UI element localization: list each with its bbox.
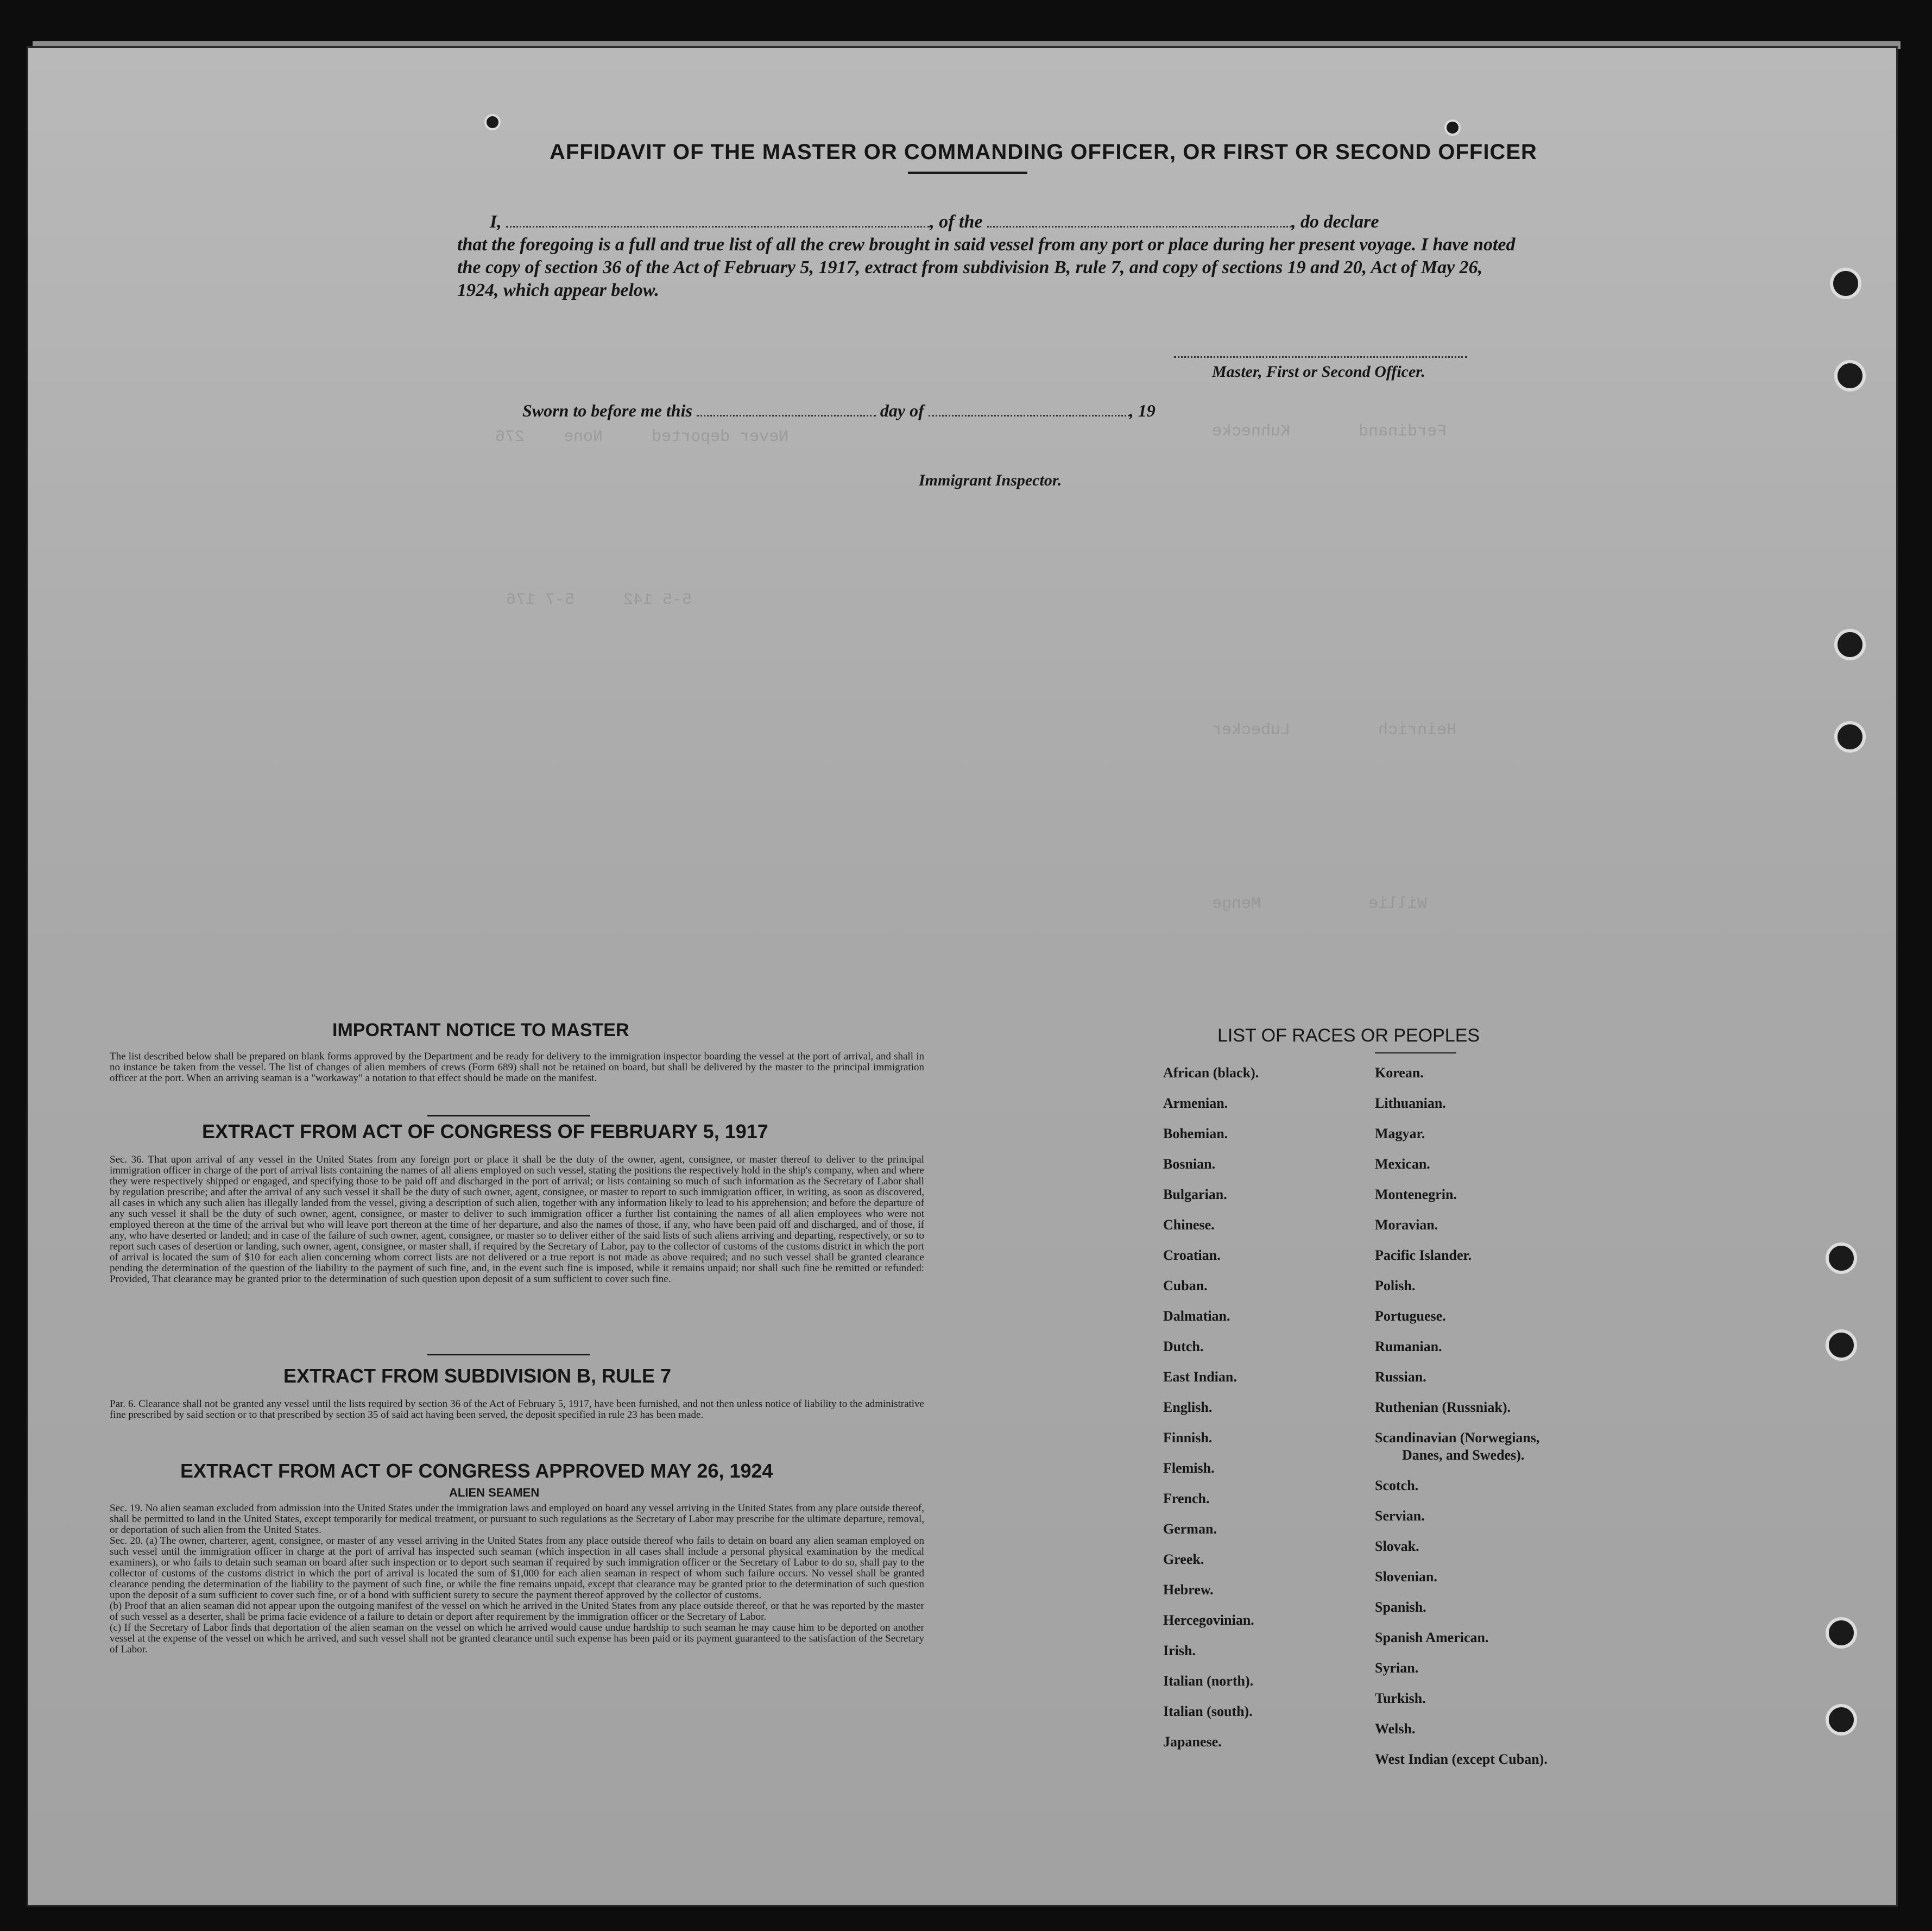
signature-line[interactable] bbox=[1174, 356, 1467, 358]
manifest-page bbox=[28, 48, 1896, 1905]
race-item: Servian. bbox=[1375, 1508, 1425, 1524]
race-item: Hercegovinian. bbox=[1163, 1612, 1254, 1628]
punch-hole-icon bbox=[484, 114, 501, 130]
notice-text: The list described below shall be prepared on blank forms approved by the Department and be ready for delivery to the immigration inspector boarding the vessel at the port of arrival, and shall in no instance be taken from the vessel. The list of changes of alien members of crews (Form 689) shall not be retained on board, but shall be delivered by the master to the principal immigration officer at the port. When an arriving seaman is a "workaway" a notation to that effect should be made on the manifest. bbox=[110, 1051, 924, 1084]
extract-1924-title: EXTRACT FROM ACT OF CONGRESS APPROVED MAY 26, 1924 bbox=[180, 1460, 773, 1482]
race-item: Bulgarian. bbox=[1163, 1187, 1227, 1202]
race-item: Bosnian. bbox=[1163, 1156, 1216, 1172]
race-item: Korean. bbox=[1375, 1065, 1424, 1081]
race-item: Dutch. bbox=[1163, 1339, 1204, 1354]
sec20c-text: (c) If the Secretary of Labor finds that deportation of the alien seaman on the vessel on which he arrived would cause undue hardship to such seaman he may cause him to be deported on another vessel at the expense of the vessel on which he arrived, and such vessel shall not be granted clearance until such expense has been paid or its payment guaranteed to the satisfaction of the Secretary of Labor. bbox=[110, 1622, 924, 1655]
race-item: Bohemian. bbox=[1163, 1126, 1228, 1141]
year-label: , 19 bbox=[1129, 401, 1156, 420]
notice-title: IMPORTANT NOTICE TO MASTER bbox=[332, 1020, 629, 1040]
affidavit-statement: that the foregoing is a full and true list of all the crew brought in said vessel from any port or place during her present voyage. I have noted the copy of section 36 of the Act of February 5, 1917, extract from subdivision B, rule 7, and copy of sections 19 and 20, Act of May 26, 1924, which appear below. bbox=[457, 235, 1516, 300]
section-rule bbox=[427, 1354, 590, 1355]
race-item: Croatian. bbox=[1163, 1247, 1221, 1263]
race-item: Slovak. bbox=[1375, 1538, 1419, 1554]
race-item: East Indian. bbox=[1163, 1369, 1237, 1385]
race-item: Dalmatian. bbox=[1163, 1308, 1230, 1324]
race-item: English. bbox=[1163, 1399, 1213, 1415]
race-item: Armenian. bbox=[1163, 1095, 1228, 1111]
sec20a-text: Sec. 20. (a) The owner, charterer, agent, consignee, or master of any vessel arriving in the United States from any place outside thereof who fails to detain on board any alien seaman employed on such vessel until the immigration officer in charge at the port of arrival has inspected such seaman (which inspection in all cases shall include a personal physical examination by the medical examiners), or who fails to detain such seaman on board after such inspection or to deport such seaman if required by such immigration officer or the Secretary of Labor to do so, shall pay to the collector of customs of the customs district in which the port of arrival is located the sum of $1,000 for each alien seaman in respect of whom such failure occurs. No vessel shall be granted clearance pending the determination of the liability to the payment of such fine, or while the fine remains unpaid, except that clearance may be granted prior to the determination of such question upon the deposit of a sum sufficient to cover such fine, or of a bond with sufficient surety to secure the payment thereof approved by the collector of customs. bbox=[110, 1535, 924, 1601]
race-item: Spanish American. bbox=[1375, 1630, 1489, 1645]
race-item: Magyar. bbox=[1375, 1126, 1425, 1141]
race-item: Lithuanian. bbox=[1375, 1095, 1446, 1111]
bleed-through-text: Ferdinand Kuhnecke bbox=[1212, 422, 1447, 441]
punch-hole-icon bbox=[1826, 1329, 1857, 1361]
master-label: Master, First or Second Officer. bbox=[1212, 363, 1425, 381]
title-rule bbox=[908, 172, 1027, 174]
race-item: Welsh. bbox=[1375, 1721, 1416, 1737]
affidavit-title: AFFIDAVIT OF THE MASTER OR COMMANDING OFFICER, OR FIRST OR SECOND OFFICER bbox=[550, 140, 1537, 164]
extract-1924-text bbox=[110, 1503, 924, 1655]
affidavit-body bbox=[457, 211, 1516, 302]
affidavit-declare: , do declare bbox=[1291, 212, 1379, 232]
race-item: Turkish. bbox=[1375, 1690, 1426, 1706]
race-item: Pacific Islander. bbox=[1375, 1247, 1472, 1263]
race-item: French. bbox=[1163, 1491, 1210, 1506]
race-item: German. bbox=[1163, 1521, 1217, 1537]
race-item: Syrian. bbox=[1375, 1660, 1419, 1676]
sec19-text: Sec. 19. No alien seaman excluded from admission into the United States under the immigration laws and employed on board any vessel arriving in the United States from any place outside thereof, shall be permitted to land in the United States, except temporarily for medical treatment, or pursuant to such regulations as the Secretary of Labor may prescribe for the ultimate departure, removal, or deportation of such alien from the United States. bbox=[110, 1503, 924, 1536]
vessel-name-field[interactable] bbox=[987, 226, 1291, 228]
immigrant-inspector-label: Immigrant Inspector. bbox=[919, 471, 1062, 489]
race-item: Finnish. bbox=[1163, 1430, 1213, 1446]
section-rule bbox=[427, 1115, 590, 1116]
sworn-row bbox=[522, 401, 1156, 421]
race-item: Mexican. bbox=[1375, 1156, 1430, 1172]
punch-hole-icon bbox=[1834, 629, 1866, 660]
sworn-label: Sworn to before me this bbox=[522, 401, 692, 420]
bleed-through-text: 5-5 142 5-7 176 bbox=[506, 591, 692, 609]
race-item: Greek. bbox=[1163, 1551, 1204, 1567]
race-item: West Indian (except Cuban). bbox=[1375, 1751, 1548, 1767]
race-item: Cuban. bbox=[1163, 1278, 1208, 1293]
races-title: LIST OF RACES OR PEOPLES bbox=[1217, 1025, 1480, 1046]
alien-seamen-subtitle: ALIEN SEAMEN bbox=[449, 1486, 540, 1499]
bleed-through-text: Heinrich Lubecker bbox=[1212, 721, 1457, 740]
race-item: Flemish. bbox=[1163, 1460, 1215, 1476]
bleed-through-text: Never deported None 276 bbox=[495, 428, 789, 446]
section-rule bbox=[1375, 1052, 1456, 1053]
master-name-field[interactable] bbox=[506, 226, 930, 228]
punch-hole-icon bbox=[1834, 360, 1866, 392]
punch-hole-icon bbox=[1826, 1617, 1857, 1649]
punch-hole-icon bbox=[1826, 1704, 1857, 1736]
race-item: Spanish. bbox=[1375, 1599, 1426, 1615]
punch-hole-icon bbox=[1826, 1242, 1857, 1274]
race-item: Polish. bbox=[1375, 1278, 1416, 1293]
affidavit-i: I, bbox=[490, 212, 502, 232]
race-item: Irish. bbox=[1163, 1643, 1196, 1658]
bleed-through-text: Willie Menge bbox=[1212, 895, 1428, 913]
race-item: Hebrew. bbox=[1163, 1582, 1214, 1598]
race-item: African (black). bbox=[1163, 1065, 1259, 1081]
punch-hole-icon bbox=[1444, 119, 1461, 136]
sec20b-text: (b) Proof that an alien seaman did not appear upon the outgoing manifest of the vessel on which he arrived in the United States from any place outside thereof, or that he was reported by the master of such vessel as a deserter, shall be prima facie evidence of a failure to detain or deport after requirement by the immigration officer or the Secretary of Labor. bbox=[110, 1600, 924, 1623]
race-item: Japanese. bbox=[1163, 1734, 1222, 1750]
extract-rule7-text: Par. 6. Clearance shall not be granted any vessel until the lists required by section 36 of the Act of February 5, 1917, have been furnished, and not then unless notice of liability to the administrative fine prescribed by said section or to that prescribed by section 35 of said act having been served, the deposit specified in rule 23 has been made. bbox=[110, 1398, 924, 1421]
race-item: Portuguese. bbox=[1375, 1308, 1446, 1324]
sworn-day-field[interactable] bbox=[697, 415, 876, 417]
race-item: Slovenian. bbox=[1375, 1569, 1437, 1585]
race-item: Scandinavian (Norwegians, bbox=[1375, 1430, 1540, 1446]
race-item: Rumanian. bbox=[1375, 1339, 1442, 1354]
extract-1917-text: Sec. 36. That upon arrival of any vessel in the United States from any foreign port or place it shall be the duty of the owner, agent, consignee, or master thereof to deliver to the principal immigration officer in charge of the port of arrival lists containing the names of all aliens employed on such vessel, stating the positions the respectively hold in the ship's company, when and where they were respectively shipped or engaged, and specifying those to be paid off and discharged in the port of arrival; or lists containing so much of such information as the Secretary of Labor shall by regulation prescribe; and after the arrival of any such vessel it shall be the duty of such owner, agent, consignee, or master to report to such immigration officer, in writing, as soon as discovered, all cases in which any such alien has illegally landed from the vessel, giving a description of such alien, together with any information likely to lead to his apprehension; and before the departure of any such vessel it shall be the duty of such owner, agent, consignee, or master to deliver to such immigration officer a further list containing the names of all alien employees who were not employed thereon at the time of the arrival but who will leave port thereon at the time of her departure, and also the names of those, if any, who have been paid off and discharged, and of those, if any, who have deserted or landed; and in case of the failure of such owner, agent, consignee, or master so to deliver either of the said lists of such aliens arriving and departing, respectively, or so to report such cases of desertion or landing, such owner, agent, consignee, or master shall, if required by the Secretary of Labor, pay to the collector of customs of the customs district in which the port of arrival is located the sum of $10 for each alien concerning whom correct lists are not delivered or a true report is not made as above required; and no such vessel shall be granted clearance pending the determination of the question of the liability to the payment of such fine, and, in the event such fine is imposed, while it remains unpaid; nor shall such fine be remitted or refunded: Provided, That clearance may be granted prior to the determination of such question upon deposit of a sum sufficient to cover such fine. bbox=[110, 1154, 924, 1285]
race-item: Montenegrin. bbox=[1375, 1187, 1457, 1202]
punch-hole-icon bbox=[1830, 268, 1861, 299]
race-item: Danes, and Swedes). bbox=[1402, 1447, 1525, 1463]
race-item: Moravian. bbox=[1375, 1217, 1438, 1233]
extract-rule7-title: EXTRACT FROM SUBDIVISION B, RULE 7 bbox=[283, 1365, 672, 1387]
race-item: Ruthenian (Russniak). bbox=[1375, 1399, 1511, 1415]
punch-hole-icon bbox=[1834, 721, 1866, 753]
day-of-label: day of bbox=[880, 401, 924, 420]
race-item: Scotch. bbox=[1375, 1478, 1419, 1493]
sworn-month-field[interactable] bbox=[929, 415, 1129, 417]
extract-1917-title: EXTRACT FROM ACT OF CONGRESS OF FEBRUARY 5, 1917 bbox=[202, 1120, 768, 1143]
race-item: Chinese. bbox=[1163, 1217, 1215, 1233]
affidavit-of-the: , of the bbox=[930, 212, 983, 232]
race-item: Russian. bbox=[1375, 1369, 1426, 1385]
race-item: Italian (south). bbox=[1163, 1703, 1253, 1719]
race-item: Italian (north). bbox=[1163, 1673, 1254, 1689]
